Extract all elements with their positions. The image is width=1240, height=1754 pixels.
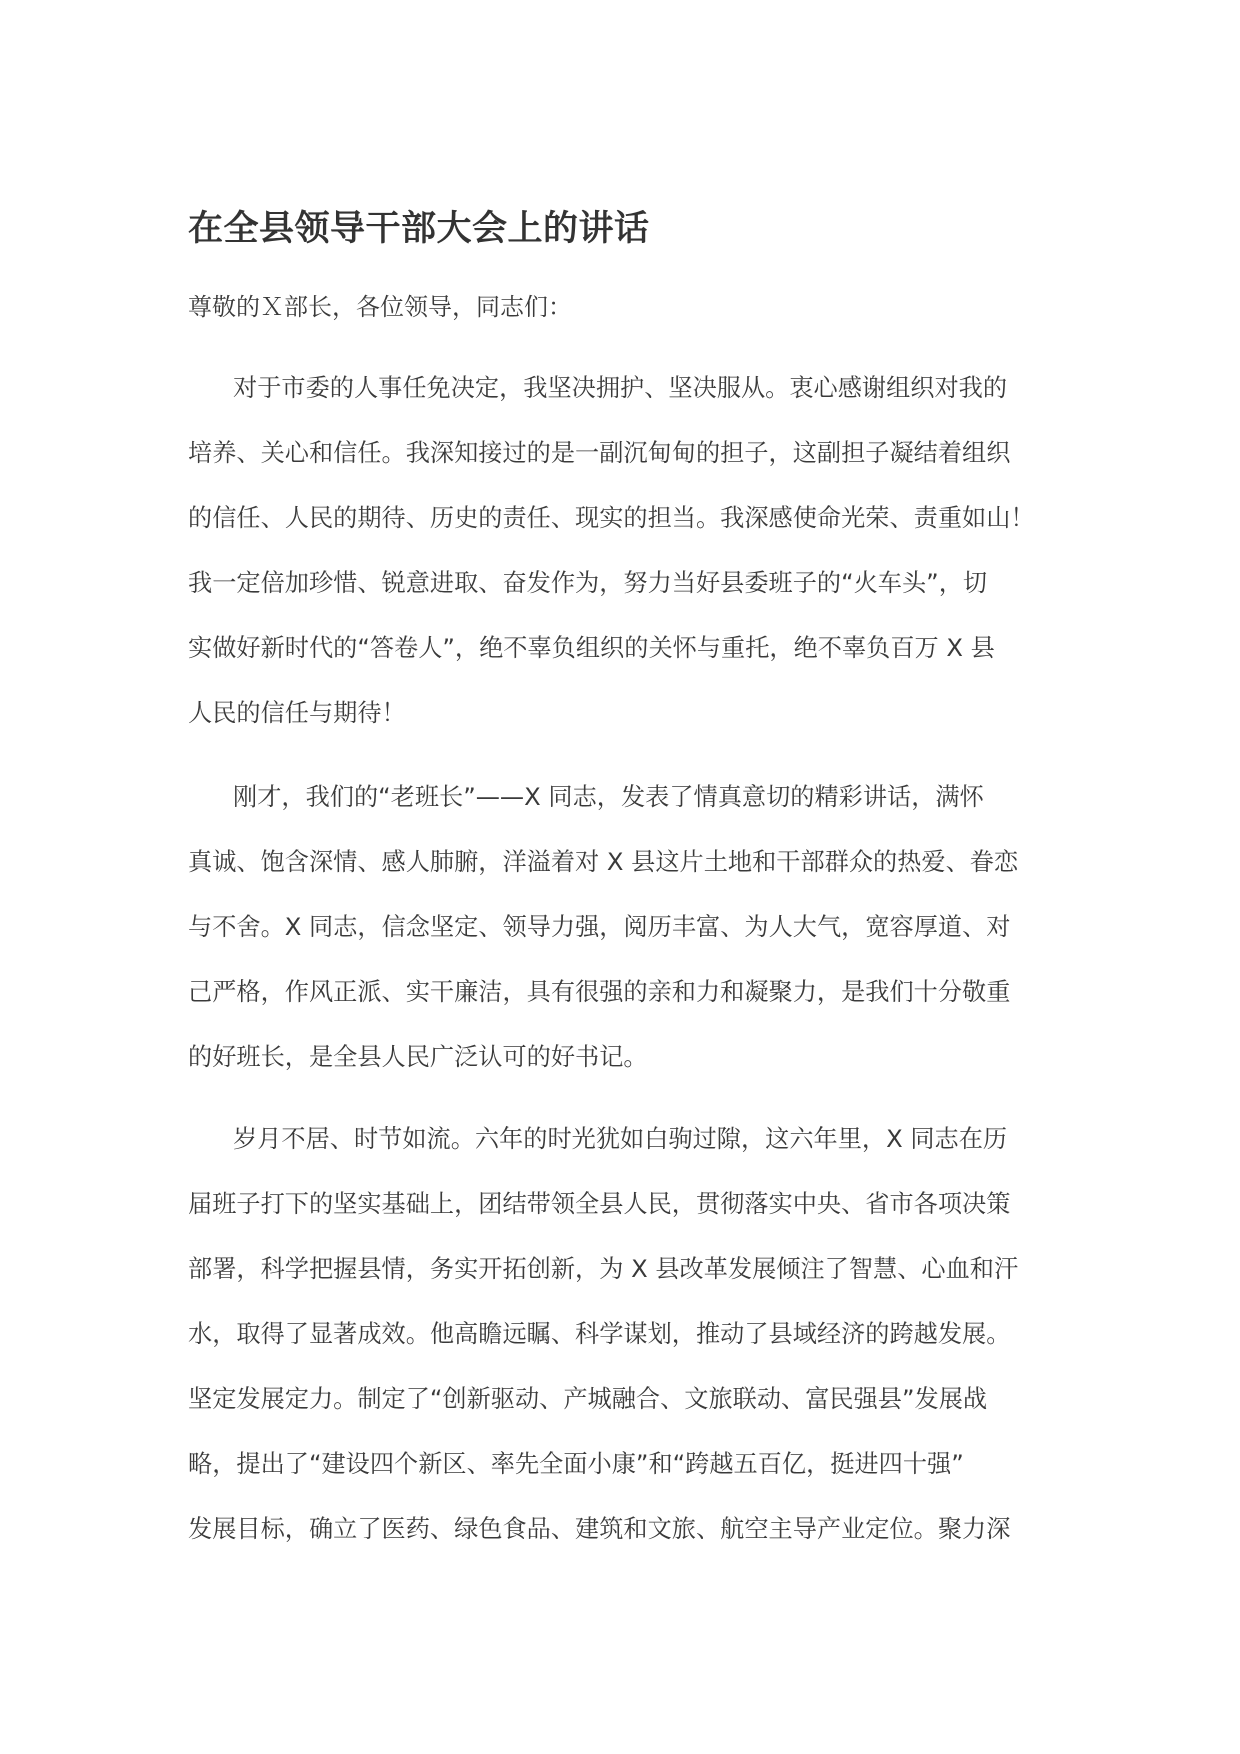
document-page	[188, 0, 1058, 1754]
document-title: 在全县领导干部大会上的讲话	[188, 209, 650, 249]
paragraph-line: 部署，科学把握县情，务实开拓创新，为 X 县改革发展倾注了智慧、心血和汗	[188, 1255, 1019, 1283]
paragraph-line: 与不舍。X 同志，信念坚定、领导力强，阅历丰富、为人大气，宽容厚道、对	[188, 913, 1011, 941]
paragraph-line: 水，取得了显著成效。他高瞻远瞩、科学谋划，推动了县域经济的跨越发展。	[188, 1320, 1011, 1348]
paragraph-line: 己严格，作风正派、实干廉洁，具有很强的亲和力和凝聚力，是我们十分敬重	[188, 978, 1011, 1006]
paragraph-line: 的好班长，是全县人民广泛认可的好书记。	[188, 1043, 648, 1071]
paragraph-line: 届班子打下的坚实基础上，团结带领全县人民，贯彻落实中央、省市各项决策	[188, 1190, 1011, 1218]
paragraph-2	[188, 765, 1058, 1090]
salutation: 尊敬的Ｘ部长，各位领导，同志们：	[188, 293, 572, 321]
paragraph-line: 的信任、人民的期待、历史的责任、现实的担当。我深感使命光荣、责重如山！	[188, 504, 1035, 532]
paragraph-line: 岁月不居、时节如流。六年的时光犹如白驹过隙，这六年里，X 同志在历	[233, 1125, 1008, 1153]
paragraph-line: 刚才，我们的“老班长”——X 同志，发表了情真意切的精彩讲话，满怀	[233, 783, 984, 811]
paragraph-line: 发展目标，确立了医药、绿色食品、建筑和文旅、航空主导产业定位。聚力深	[188, 1515, 1011, 1543]
paragraph-3	[188, 1107, 1058, 1562]
paragraph-1	[188, 356, 1058, 746]
paragraph-line: 坚定发展定力。制定了“创新驱动、产城融合、文旅联动、富民强县”发展战	[188, 1385, 988, 1413]
paragraph-line: 对于市委的人事任免决定，我坚决拥护、坚决服从。衷心感谢组织对我的	[233, 374, 1008, 402]
paragraph-line: 人民的信任与期待！	[188, 699, 406, 727]
paragraph-line: 实做好新时代的“答卷人”，绝不辜负组织的关怀与重托，绝不辜负百万 X 县	[188, 634, 995, 662]
paragraph-line: 我一定倍加珍惜、锐意进取、奋发作为，努力当好县委班子的“火车头”，切	[188, 569, 988, 597]
paragraph-line: 略，提出了“建设四个新区、率先全面小康”和“跨越五百亿，挺进四十强”	[188, 1450, 964, 1478]
paragraph-line: 培养、关心和信任。我深知接过的是一副沉甸甸的担子，这副担子凝结着组织	[188, 439, 1011, 467]
paragraph-line: 真诚、饱含深情、感人肺腑，洋溢着对 X 县这片土地和干部群众的热爱、眷恋	[188, 848, 1019, 876]
